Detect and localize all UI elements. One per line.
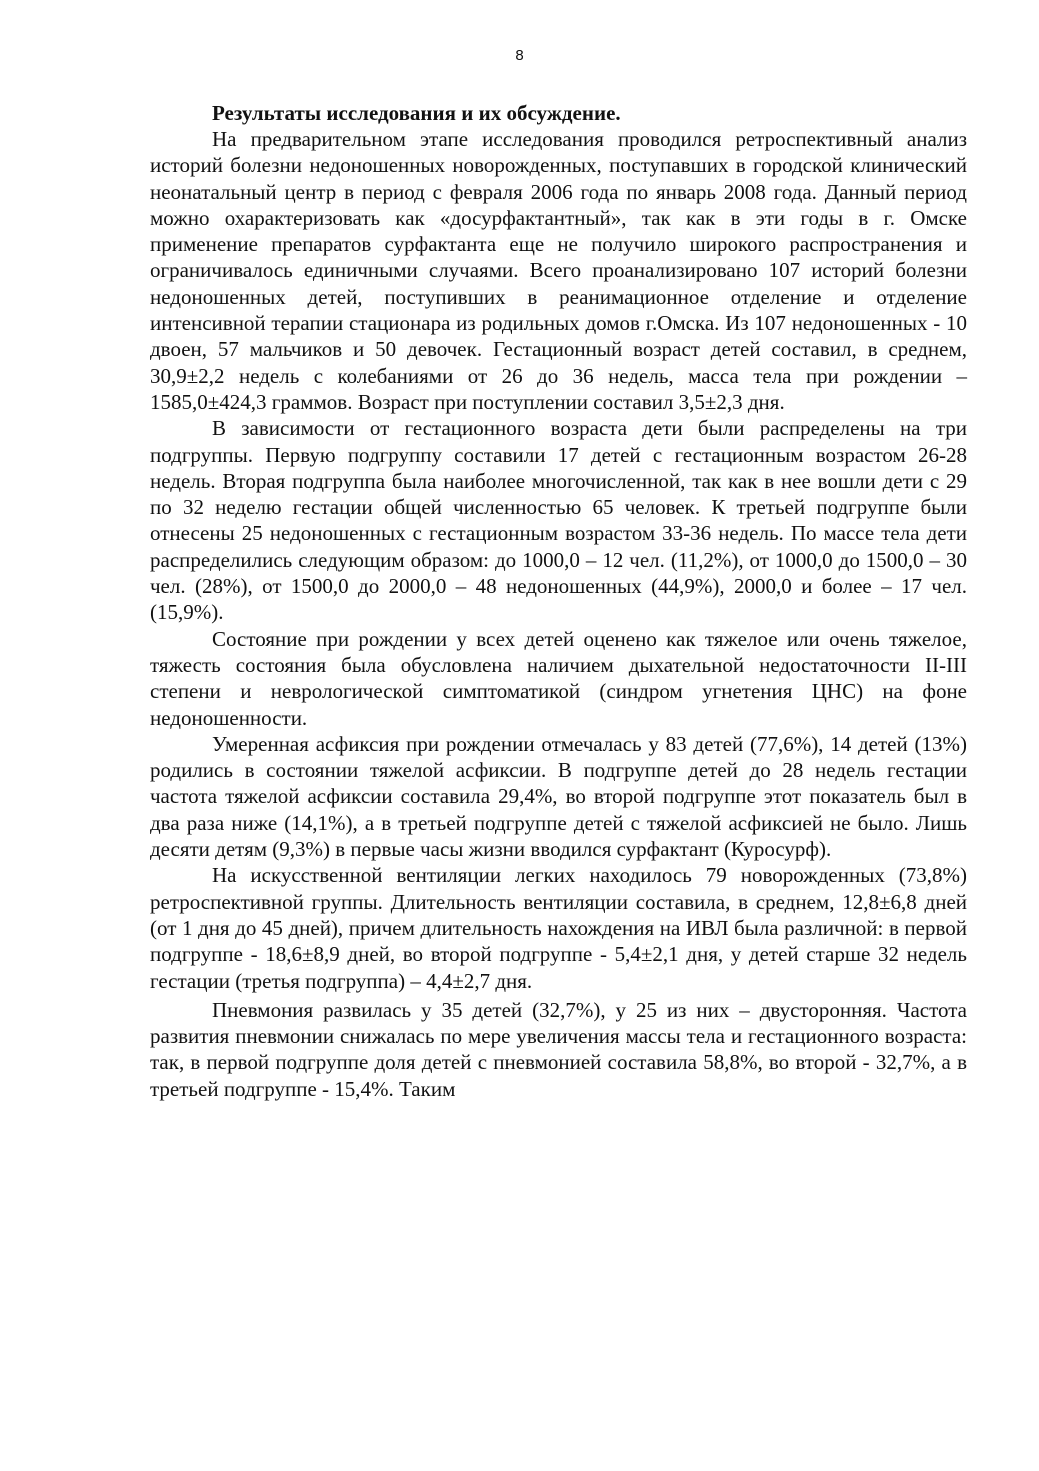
section-heading: Результаты исследования и их обсуждение. xyxy=(212,101,621,125)
paragraph-pneumonia: Пневмония развилась у 35 детей (32,7%), у 25 из них – двусторонняя. Частота развития пневмонии снижалась по мере увеличения массы тела и гестационного возраста: так, в первой подгруппе доля детей с пневмонией составила 58,8%, во второй - 32,7%, а в третьей подгруппе - 15,4%. Таким xyxy=(150,997,967,1101)
paragraph-asphyxia: Умеренная асфиксия при рождении отмечалась у 83 детей (77,6%), 14 детей (13%) родились в состоянии тяжелой асфиксии. В подгруппе детей до 28 недель гестации частота тяжелой асфиксии составила 29,4%, во второй подгруппе этот показатель был в два раза ниже (14,1%), а в третьей подгруппе детей с тяжелой асфиксией не было. Лишь десяти детям (9,3%) в первые часы жизни вводился сурфактант (Куросурф). xyxy=(150,731,967,862)
paragraph-birth-condition: Состояние при рождении у всех детей оценено как тяжелое или очень тяжелое, тяжесть состояния была обусловлена наличием дыхательной недостаточности II-III степени и неврологической симптоматикой (синдром угнетения ЦНС) на фоне недоношенности. xyxy=(150,626,967,730)
paragraph-ventilation: На искусственной вентиляции легких находилось 79 новорожденных (73,8%) ретроспективной группы. Длительность вентиляции составила, в среднем, 12,8±6,8 дней (от 1 дня до 45 дней), причем длительность нахождения на ИВЛ была различной: в первой подгруппе - 18,6±8,9 дней, во второй подгруппе - 5,4±2,1 дня, у детей старше 32 недель гестации (третья подгруппа) – 4,4±2,7 дня. xyxy=(150,863,967,993)
paragraph-subgroups: В зависимости от гестационного возраста дети были распределены на три подгруппы. Первую подгруппу составили 17 детей с гестационным возрастом 26-28 недель. Вторая подгруппа была наиболее многочисленной, так как в нее вошли дети с 29 по 32 неделю гестации общей численностью 65 человек. К третьей подгруппе были отнесены 25 недоношенных с гестационным возрастом 33-36 недель. По массе тела дети распределились следующим образом: до 1000,0 – 12 чел. (11,2%), от 1000,0 до 1500,0 – 30 чел. (28%), от 1500,0 до 2000,0 – 48 недоношенных (44,9%), 2000,0 и более – 17 чел. (15,9%). xyxy=(150,416,967,625)
page-number: 8 xyxy=(515,47,524,64)
document-body xyxy=(150,100,967,1102)
paragraph-retrospective-analysis: На предварительном этапе исследования проводился ретроспективный анализ историй болезни недоношенных новорожденных, поступавших в городской клинический неонатальный центр в период с февраля 2006 года по январь 2008 года. Данный период можно охарактеризовать как «досурфактантный», так как в эти годы в г. Омске применение препаратов сурфактанта еще не получило широкого распространения и ограничивалось единичными случаями. Всего проанализировано 107 историй болезни недоношенных детей, поступивших в реанимационное отделение и отделение интенсивной терапии стационара из родильных домов г.Омска. Из 107 недоношенных - 10 двоен, 57 мальчиков и 50 девочек. Гестационный возраст детей составил, в среднем, 30,9±2,2 недель с колебаниями от 26 до 36 недель, масса тела при рождении – 1585,0±424,3 граммов. Возраст при поступлении составил 3,5±2,3 дня. xyxy=(150,127,967,414)
